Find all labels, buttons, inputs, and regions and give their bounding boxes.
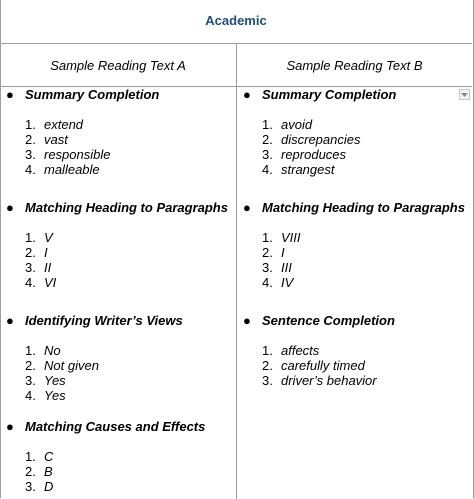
bullet-icon: ●: [243, 313, 251, 328]
item-number: 1.: [25, 449, 36, 464]
chevron-down-icon: [461, 93, 468, 97]
list-item: [0, 162, 236, 177]
answer-list: [237, 230, 472, 290]
item-number: 1.: [25, 343, 36, 358]
item-answer: VI: [44, 275, 57, 290]
list-item: [237, 147, 472, 162]
list-item: [0, 373, 236, 388]
item-answer: II: [44, 260, 52, 275]
item-answer: D: [44, 479, 54, 494]
list-item: [0, 230, 236, 245]
list-item: [0, 275, 236, 290]
item-number: 4.: [262, 275, 273, 290]
column-header-a: Sample Reading Text A: [50, 57, 186, 73]
item-answer: responsible: [44, 147, 111, 162]
item-answer: affects: [281, 343, 320, 358]
item-number: 3.: [262, 260, 273, 275]
list-item: [237, 260, 472, 275]
item-answer: IV: [281, 275, 294, 290]
item-number: 2.: [25, 245, 36, 260]
section-summary-completion: [0, 87, 236, 177]
item-answer: extend: [44, 117, 84, 132]
item-number: 2.: [25, 464, 36, 479]
item-number: 4.: [25, 275, 36, 290]
section-title: Summary Completion: [25, 87, 160, 102]
item-number: 2.: [262, 358, 273, 373]
item-answer: V: [44, 230, 53, 245]
list-item: [0, 388, 236, 403]
item-answer: Not given: [44, 358, 99, 373]
list-item: [237, 275, 472, 290]
item-answer: strangest: [281, 162, 335, 177]
list-item: [0, 117, 236, 132]
item-number: 1.: [262, 117, 273, 132]
item-number: 2.: [25, 132, 36, 147]
item-number: 4.: [25, 388, 36, 403]
list-item: [0, 343, 236, 358]
item-number: 1.: [25, 117, 36, 132]
item-number: 1.: [262, 230, 273, 245]
section-title: Matching Heading to Paragraphs: [25, 200, 228, 215]
section-heading: [0, 200, 236, 218]
item-answer: III: [281, 260, 292, 275]
item-number: 3.: [262, 373, 273, 388]
section-sentence-completion: [237, 313, 472, 388]
item-number: 3.: [25, 260, 36, 275]
bullet-icon: ●: [6, 313, 14, 328]
item-number: 3.: [262, 147, 273, 162]
item-answer: B: [44, 464, 53, 479]
item-answer: discrepancies: [281, 132, 361, 147]
answer-list: [0, 343, 236, 403]
item-number: 3.: [25, 373, 36, 388]
list-item: [237, 230, 472, 245]
answer-list: [0, 449, 236, 494]
title-row: [0, 0, 472, 44]
item-number: 4.: [262, 162, 273, 177]
item-answer: I: [281, 245, 285, 260]
list-item: [237, 162, 472, 177]
list-item: [0, 464, 236, 479]
item-answer: driver’s behavior: [281, 373, 377, 388]
list-item: [0, 479, 236, 494]
item-answer: Yes: [44, 388, 66, 403]
section-summary-completion: [237, 87, 472, 177]
bullet-icon: ●: [6, 200, 14, 215]
item-answer: I: [44, 245, 48, 260]
column-header-b: Sample Reading Text B: [286, 57, 423, 73]
bullet-icon: ●: [243, 200, 251, 215]
list-item: [0, 132, 236, 147]
section-title: Matching Heading to Paragraphs: [262, 200, 465, 215]
answer-list: [237, 343, 472, 388]
bullet-icon: ●: [243, 87, 251, 102]
answer-list: [0, 117, 236, 177]
list-item: [0, 358, 236, 373]
item-number: 1.: [262, 343, 273, 358]
item-answer: No: [44, 343, 61, 358]
section-heading: [0, 87, 236, 105]
list-item: [0, 245, 236, 260]
section-matching-heading-to-paragraphs: [237, 200, 472, 290]
section-matching-causes-and-effects: [0, 419, 236, 494]
list-item: [237, 132, 472, 147]
list-item: [237, 358, 472, 373]
item-answer: C: [44, 449, 54, 464]
list-item: [0, 147, 236, 162]
list-item: [237, 117, 472, 132]
section-heading: [237, 200, 472, 218]
item-number: 4.: [25, 162, 36, 177]
section-matching-heading-to-paragraphs: [0, 200, 236, 290]
item-number: 2.: [25, 358, 36, 373]
bullet-icon: ●: [6, 419, 14, 434]
list-item: [0, 449, 236, 464]
answer-list: [237, 117, 472, 177]
section-title: Identifying Writer’s Views: [25, 313, 183, 328]
item-number: 2.: [262, 132, 273, 147]
section-heading: [0, 419, 236, 437]
answer-list: [0, 230, 236, 290]
item-answer: reproduces: [281, 147, 347, 162]
section-heading: [237, 313, 472, 331]
item-number: 1.: [25, 230, 36, 245]
section-title: Sentence Completion: [262, 313, 395, 328]
item-number: 3.: [25, 479, 36, 494]
bullet-icon: ●: [6, 87, 14, 102]
list-item: [237, 373, 472, 388]
item-answer: vast: [44, 132, 68, 147]
section-identifying-writers-views: [0, 313, 236, 403]
section-title: Matching Causes and Effects: [25, 419, 206, 434]
section-heading: [0, 313, 236, 331]
item-number: 2.: [262, 245, 273, 260]
page-title: Academic: [205, 13, 267, 28]
item-answer: malleable: [44, 162, 100, 177]
list-item: [237, 245, 472, 260]
section-heading: [237, 87, 472, 105]
item-answer: VIII: [281, 230, 301, 245]
list-item: [237, 343, 472, 358]
item-answer: carefully timed: [281, 358, 365, 373]
item-answer: Yes: [44, 373, 66, 388]
item-answer: avoid: [281, 117, 313, 132]
list-item: [0, 260, 236, 275]
item-number: 3.: [25, 147, 36, 162]
dropdown-button[interactable]: [459, 89, 470, 100]
section-title: Summary Completion: [262, 87, 397, 102]
